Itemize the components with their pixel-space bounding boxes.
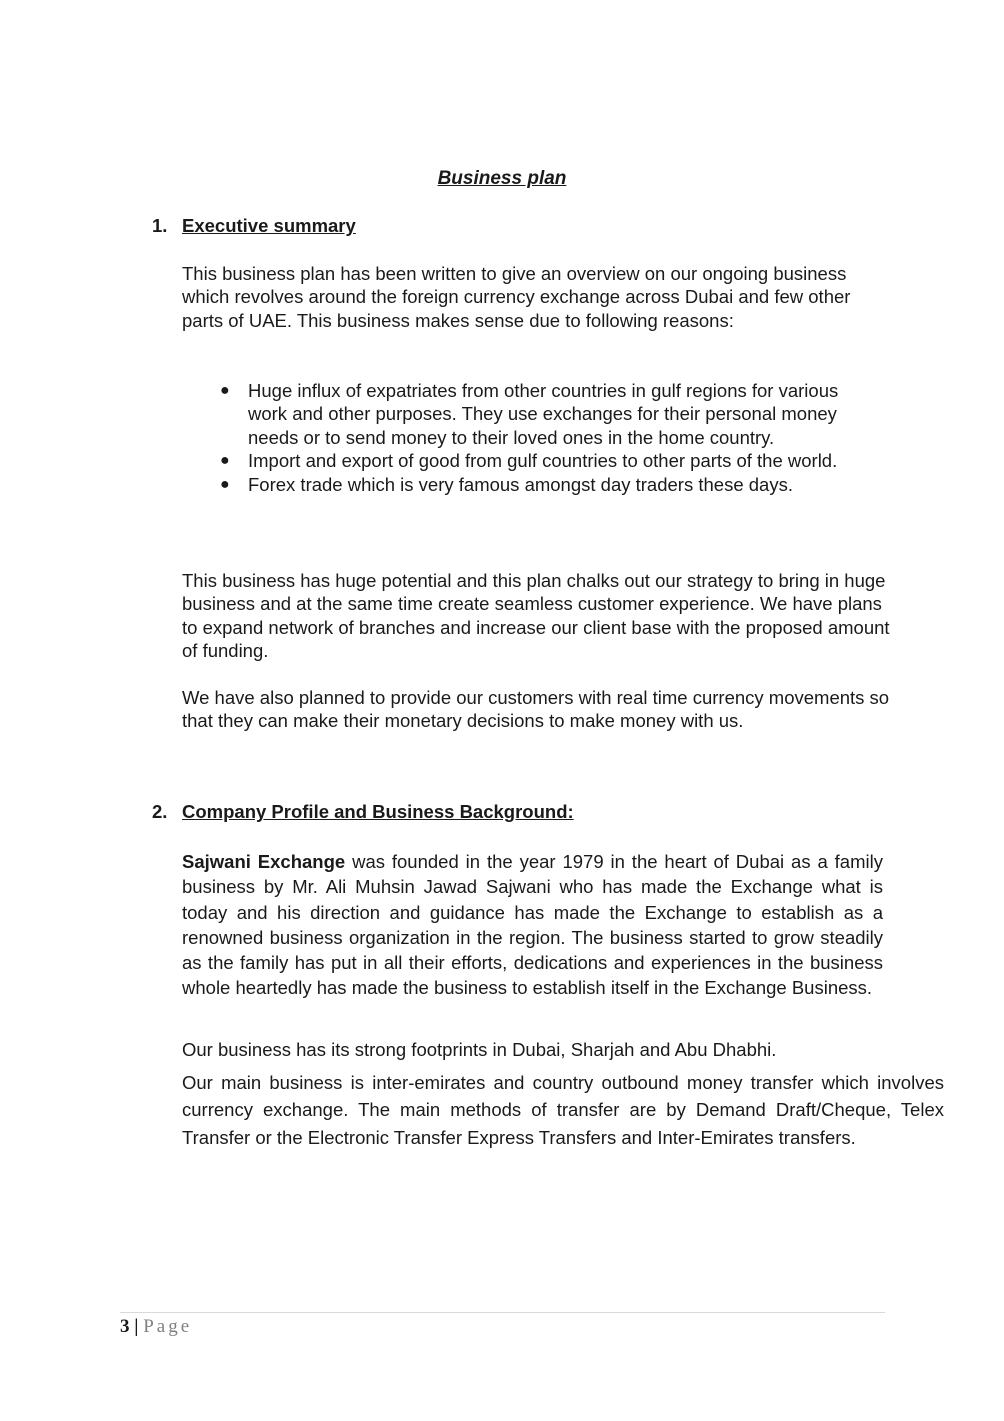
list-item (182, 449, 882, 472)
reasons-list (182, 379, 882, 496)
executive-summary-paragraph-2: This business has huge potential and this plan chalks out our strategy to bring in huge business and at the same time create seamless customer experience. We have plans to expand network of branches and increase our client base with the proposed amount of funding. (182, 570, 890, 662)
page-number: 3 (120, 1316, 130, 1337)
bullet-icon: ● (220, 382, 230, 399)
list-item-text: Forex trade which is very famous amongst day traders these days. (248, 473, 793, 495)
list-item (182, 379, 882, 449)
list-item-text: Huge influx of expatriates from other countries in gulf regions for various work and other purposes. They use exchanges for their personal money needs or to send money to their loved ones in the home country. (248, 380, 839, 448)
document-title: Business plan (437, 168, 567, 189)
section-title: Company Profile and Business Background: (182, 801, 574, 822)
executive-summary-paragraph-3: We have also planned to provide our customers with real time currency movements so that they can make their monetary decisions to make money with us. (182, 687, 890, 732)
page-label: Page (143, 1316, 193, 1337)
bullet-icon: ● (220, 475, 230, 493)
footer-divider (120, 1312, 885, 1313)
section-heading-company-profile (152, 800, 574, 824)
company-profile-text: was founded in the year 1979 in the heart of Dubai as a family business by Mr. Ali Muhsin Jawad Sajwani who has made the Exchange what is today and his direction and guidance has made the Exchange to establish as a renowned business organization in the region. The business started to grow steadily as the family has put in all their efforts, dedications and experiences in the business whole heartedly has made the business to establish itself in the Exchange Business. (182, 851, 883, 999)
company-profile-paragraph-1 (182, 849, 883, 1001)
footer-separator: | (134, 1316, 139, 1337)
bullet-icon: ● (220, 452, 230, 470)
company-name: Sajwani Exchange (182, 851, 346, 872)
section-heading-executive-summary (152, 214, 356, 238)
company-profile-paragraph-3: Our main business is inter-emirates and country outbound money transfer which involves currency exchange. The main methods of transfer are by Demand Draft/Cheque, Telex Transfer or the Electronic Transfer Express Transfers and Inter-Emirates transfers. (182, 1072, 944, 1148)
section-title: Executive summary (182, 215, 356, 236)
list-item (182, 473, 882, 496)
page-footer (120, 1316, 192, 1338)
company-profile-paragraph-2: Our business has its strong footprints in Dubai, Sharjah and Abu Dhabhi. (182, 1039, 777, 1060)
section-number: 1. (152, 215, 168, 236)
section-number: 2. (152, 801, 168, 822)
list-item-text: Import and export of good from gulf countries to other parts of the world. (248, 450, 838, 472)
executive-summary-intro: This business plan has been written to give an overview on our ongoing business which revolves around the foreign currency exchange across Dubai and few other parts of UAE. This business makes sense due to following reasons: (182, 263, 851, 331)
